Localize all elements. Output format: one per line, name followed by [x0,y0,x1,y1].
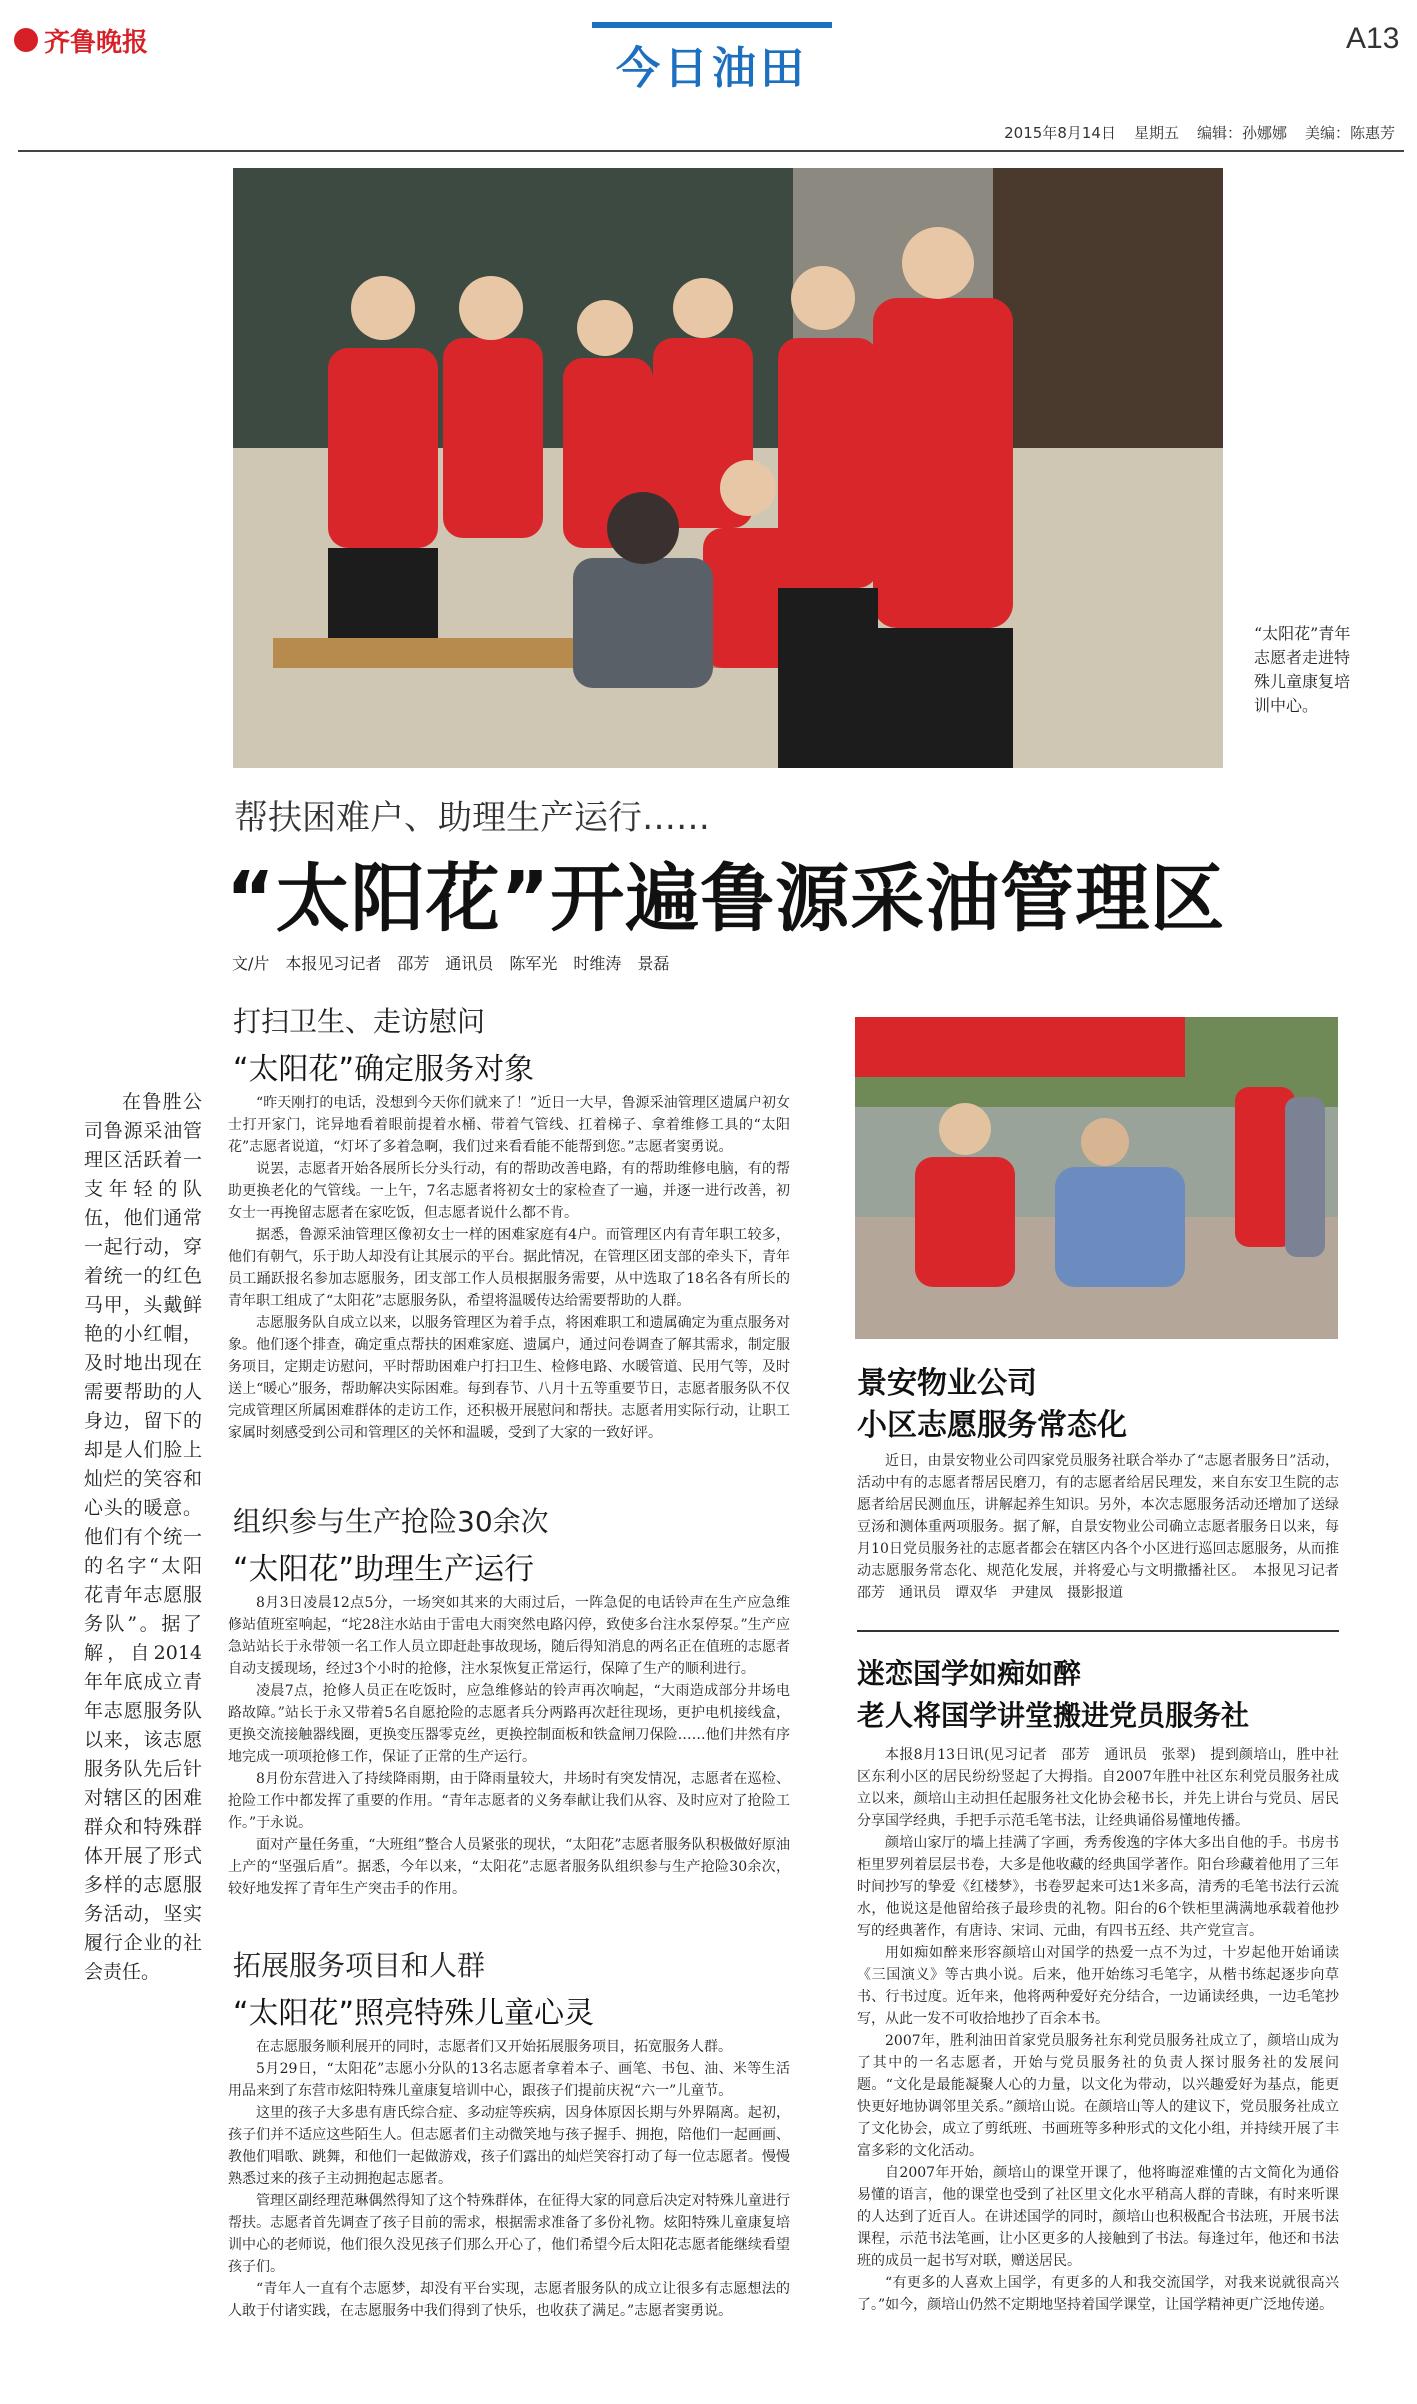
paragraph: 在志愿服务顺利展开的同时，志愿者们又开始拓展服务项目，拓宽服务人群。 [256,2039,732,2055]
issue-date: 2015年8月14日 [1004,124,1116,142]
sun-logo-icon [14,28,38,52]
volunteers-image [233,168,1223,768]
article-byline: 文/片 本报见习记者 邵芳 通讯员 陈军光 时维涛 景磊 [232,954,670,973]
newspaper-logo [14,20,174,60]
paragraph: 管理区副经理范琳偶然得知了这个特殊群体，在征得大家的同意后决定对特殊儿童进行帮扶。志愿者首先调查了孩子目前的需求，根据需求准备了多份礼物。炫阳特殊儿童康复培训中心的老师说，他们很久没见孩子们那么开心了，他们希望今后太阳花志愿者能继续看望孩子们。 [228,2193,790,2275]
newspaper-name: 齐鲁晚报 [44,27,149,58]
paragraph: 本报8月13日讯(见习记者 邵芳 通讯员 张翠) 提到颜培山，胜中社区东利小区的居民纷纷竖起了大拇指。自2007年胜中社区东利党员服务社成立以来，颜培山主动担任起服务社文化协会秘书长，并先上讲台与党员、居民分享国学经典，手把手示范毛笔书法，让经典诵俗易懂地传播。 [857,1747,1339,1829]
paragraph: 面对产量任务重，“大班组”整合人员紧张的现状，“太阳花”志愿者服务队积极做好原油上产的“坚强后盾”。据悉，今年以来，“太阳花”志愿者服务队组织参与生产抢险30余次，较好地发挥了青年生产突击手的作用。 [228,1837,790,1897]
section-title: 今日油田 [616,43,808,94]
paragraph: 2007年，胜利油田首家党员服务社东利党员服务社成立了，颜培山成为了其中的一名志愿者，开始与党员服务社的负责人探讨服务社的发展问题。“文化是最能凝聚人心的力量，以文化为带动，以兴趣爱好为基点，能更快更好地协调邻里关系。”颜培山说。在颜培山等人的建议下，党员服务社成立了文化协会，成立了剪纸班、书画班等多种形式的文化小组，并持续开展了丰富多彩的文化活动。 [857,2033,1339,2159]
issue-weekday: 星期五 [1133,124,1179,142]
paragraph: 自2007年开始，颜培山的课堂开课了，他将晦涩难懂的古文简化为通俗易懂的语言，他的课堂也受到了社区里文化水平稍高人群的青睐，有时来听课的人达到了近百人。在讲述国学的同时，颜培山也积极配合书法班，开展书法课程，示范书法笔画，让小区更多的人接触到了书法。每逢过年，他还和书法班的成员一起书写对联，赠送居民。 [857,2165,1339,2269]
paragraph: 据悉，鲁源采油管理区像初女士一样的困难家庭有4户。而管理区内有青年职工较多，他们有朝气，乐于助人却没有让其展示的平台。据此情况，在管理区团支部的牵头下，青年员工踊跃报名参加志愿服务，团支部工作人员根据服务需要，从中选取了18名各有所长的青年职工组成了“太阳花”志愿服务队，希望将温暖传达给需要帮助的人群。 [228,1227,790,1309]
dateline [1004,122,1395,143]
barber-service-image [855,1017,1338,1339]
paragraph: 凌晨7点，抢修人员正在吃饭时，应急维修站的铃声再次响起，“大雨造成部分井场电路故障。”站长于永又带着5名自愿抢险的志愿者兵分两路再次赶往现场，更护电机接线盒，更换交流接触器线圈，更换变压器零克丝，更换控制面板和铁盒闸刀保险……他们井然有序地完成一项项抢修工作，保证了正常的生产运行。 [228,1683,790,1765]
section-2-body [228,1592,790,1934]
paragraph: 志愿服务队自成立以来，以服务管理区为着手点，将困难职工和遗属确定为重点服务对象。他们逐个排查，确定重点帮扶的困难家庭、遗属户，通过问卷调查了解其需求，制定服务项目，定期走访慰问，平时帮助困难户打扫卫生、检修电路、水暖管道、民用气等，及时送上“暖心”服务，帮助解决实际困难。每到春节、八月十五等重要节日，志愿者服务队不仅完成管理区所属困难群体的走访工作，还积极开展慰问和帮扶。志愿者用实际行动，让职工家属时刻感受到公司和管理区的关怀和温暖，受到了大家的一致好评。 [228,1315,790,1441]
section-3-body [228,2036,790,2386]
header-rule [18,150,1404,152]
main-photo [233,168,1223,768]
section-2-subheading: “太阳花”助理生产运行 [233,1552,535,1587]
paragraph: “昨天刚打的电话，没想到今天你们就来了！”近日一大早，鲁源采油管理区遗属户初女士打开家门，诧异地看着眼前提着水桶、带着气管线、扛着梯子、拿着维修工具的“太阳花”志愿者说道，“灯坏了多着急啊，我们过来看看能不能帮到您。”志愿者窦勇说。 [228,1095,790,1155]
paragraph: 5月29日，“太阳花”志愿小分队的13名志愿者拿着本子、画笔、书包、油、米等生活用品来到了东营市炫阳特殊儿童康复培训中心，跟孩子们提前庆祝“六一”儿童节。 [228,2061,790,2099]
lead-paragraph: 在鲁胜公司鲁源采油管理区活跃着一支年轻的队伍，他们通常一起行动，穿着统一的红色马甲，头戴鲜艳的小红帽，及时地出现在需要帮助的人身边，留下的却是人们脸上灿烂的笑容和心头的暖意。他们有个统一的名字“太阳花青年志愿服务队”。据了解，自2014年年底成立青年志愿服务队以来，该志愿服务队先后针对辖区的困难群众和特殊群体开展了形式多样的志愿服务活动，坚实履行企业的社会责任。 [84,1091,202,1983]
article-headline: “太阳花”开遍鲁源采油管理区 [226,856,1226,942]
paragraph: 说罢，志愿者开始各展所长分头行动，有的帮助改善电路，有的帮助维修电脑，有的帮助更换老化的气管线。一上午，7名志愿者将初女士的家检查了一遍，并逐一进行改善，初女士一再挽留志愿者在家吃饭，但志愿者说什么都不肯。 [228,1161,790,1221]
side1-body [857,1450,1353,1620]
paragraph: 8月份东营进入了持续降雨期，由于降雨量较大，井场时有突发情况，志愿者在巡检、抢险工作中都发挥了重要的作用。“青年志愿者的义务奉献让我们从容、及时应对了抢险工作。”于永说。 [228,1771,790,1831]
section-tab-bar [592,22,832,28]
paragraph: “有更多的人喜欢上国学，有更多的人和我交流国学，对我来说就很高兴了。”如今，颜培山仍然不定期地坚持着国学课堂，让国学精神更广泛地传递。 [857,2275,1339,2313]
side-divider [857,1630,1339,1632]
page-number: A13 [1346,22,1400,55]
paragraph: 8月3日凌晨12点5分，一场突如其来的大雨过后，一阵急促的电话铃声在生产应急维修站值班室响起，“坨28注水站由于雷电大雨突然电路闪停，致使多台注水泵停泵。”生产应急站站长于永带领一名工作人员立即赶赴事故现场，随后得知消息的两名正在值班的志愿者自动支援现场，经过3个小时的抢修，注水泵恢复正常运行，保障了生产的顺利进行。 [228,1595,790,1677]
paragraph: “青年人一直有个志愿梦，却没有平台实现，志愿者服务队的成立让很多有志愿想法的人敢于付诸实践，在志愿服务中我们得到了快乐，也收获了满足。”志愿者窦勇说。 [228,2281,790,2319]
paragraph: 这里的孩子大多患有唐氏综合症、多动症等疾病，因身体原因长期与外界隔离。起初，孩子们并不适应这些陌生人。但志愿者们主动微笑地与孩子握手、拥抱，陪他们一起画画、教他们唱歌、跳舞，和他们一起做游戏，孩子们露出的灿烂笑容打动了每一位志愿者。慢慢熟悉过来的孩子主动拥抱起志愿者。 [228,2105,790,2187]
section-3-subheading: “太阳花”照亮特殊儿童心灵 [233,1996,595,2031]
section-1-body [228,1092,790,1484]
side1-heading: 景安物业公司 [857,1366,1037,1401]
section-1-subheading: “太阳花”确定服务对象 [233,1052,535,1087]
side2-body [857,1744,1339,2384]
section-1-heading: 打扫卫生、走访慰问 [233,1005,486,1038]
section-tab [592,22,832,92]
paragraph: 颜培山家厅的墙上挂满了字画，秀秀俊逸的字体大多出自他的手。书房书柜里罗列着层层书卷，大多是他收藏的经典国学著作。阳台珍藏着他用了三年时间抄写的挚爱《红楼梦》，书卷罗起来可达1米多高，清秀的毛笔书法行云流水，他说这是他留给孩子最珍贵的礼物。阳台的6个铁柜里满满地承载着他抄写的经典著作，有唐诗、宋词、元曲，有四书五经、共产党宣言。 [857,1835,1339,1939]
side2-heading: 迷恋国学如痴如醉 [857,1657,1082,1690]
side1-subheading: 小区志愿服务常态化 [857,1408,1127,1443]
section-3-heading: 拓展服务项目和人群 [233,1949,486,1982]
editor-credit: 编辑：孙娜娜 [1196,124,1287,142]
paragraph: 用如痴如醉来形容颜培山对国学的热爱一点不为过，十岁起他开始诵读《三国演义》等古典小说。后来，他开始练习毛笔字，从楷书练起逐步向草书、行书过度。近年来，他将两种爱好充分结合，一边诵读经典，一边毛笔抄写，从此一发不可收拾地抄了百余本书。 [857,1945,1339,2027]
side-photo [855,1017,1338,1339]
paragraph: 近日，由景安物业公司四家党员服务社联合举办了“志愿者服务日”活动，活动中有的志愿者帮居民磨刀，有的志愿者给居民理发，来自东安卫生院的志愿者给居民测血压，讲解起养生知识。另外，本次志愿服务活动还增加了送绿豆汤和测体重两项服务。据了解，自景安物业公司确立志愿者服务日以来，每月10日党员服务社的志愿者都会在辖区内各个小区进行巡回志愿服务，从而推动志愿服务常态化、规范化发展，并将爱心与文明撒播社区。 本报见习记者 邵芳 通讯员 谭双华 尹建凤 摄影报道 [857,1453,1353,1601]
article-lead [84,1088,202,1983]
side2-subheading: 老人将国学讲堂搬进党员服务社 [857,1699,1250,1732]
main-photo-caption: “太阳花”青年志愿者走进特殊儿童康复培训中心。 [1254,624,1351,715]
designer-credit: 美编：陈惠芳 [1304,124,1395,142]
section-2-heading: 组织参与生产抢险30余次 [233,1505,549,1538]
article-kicker: 帮扶困难户、助理生产运行…… [234,798,710,838]
